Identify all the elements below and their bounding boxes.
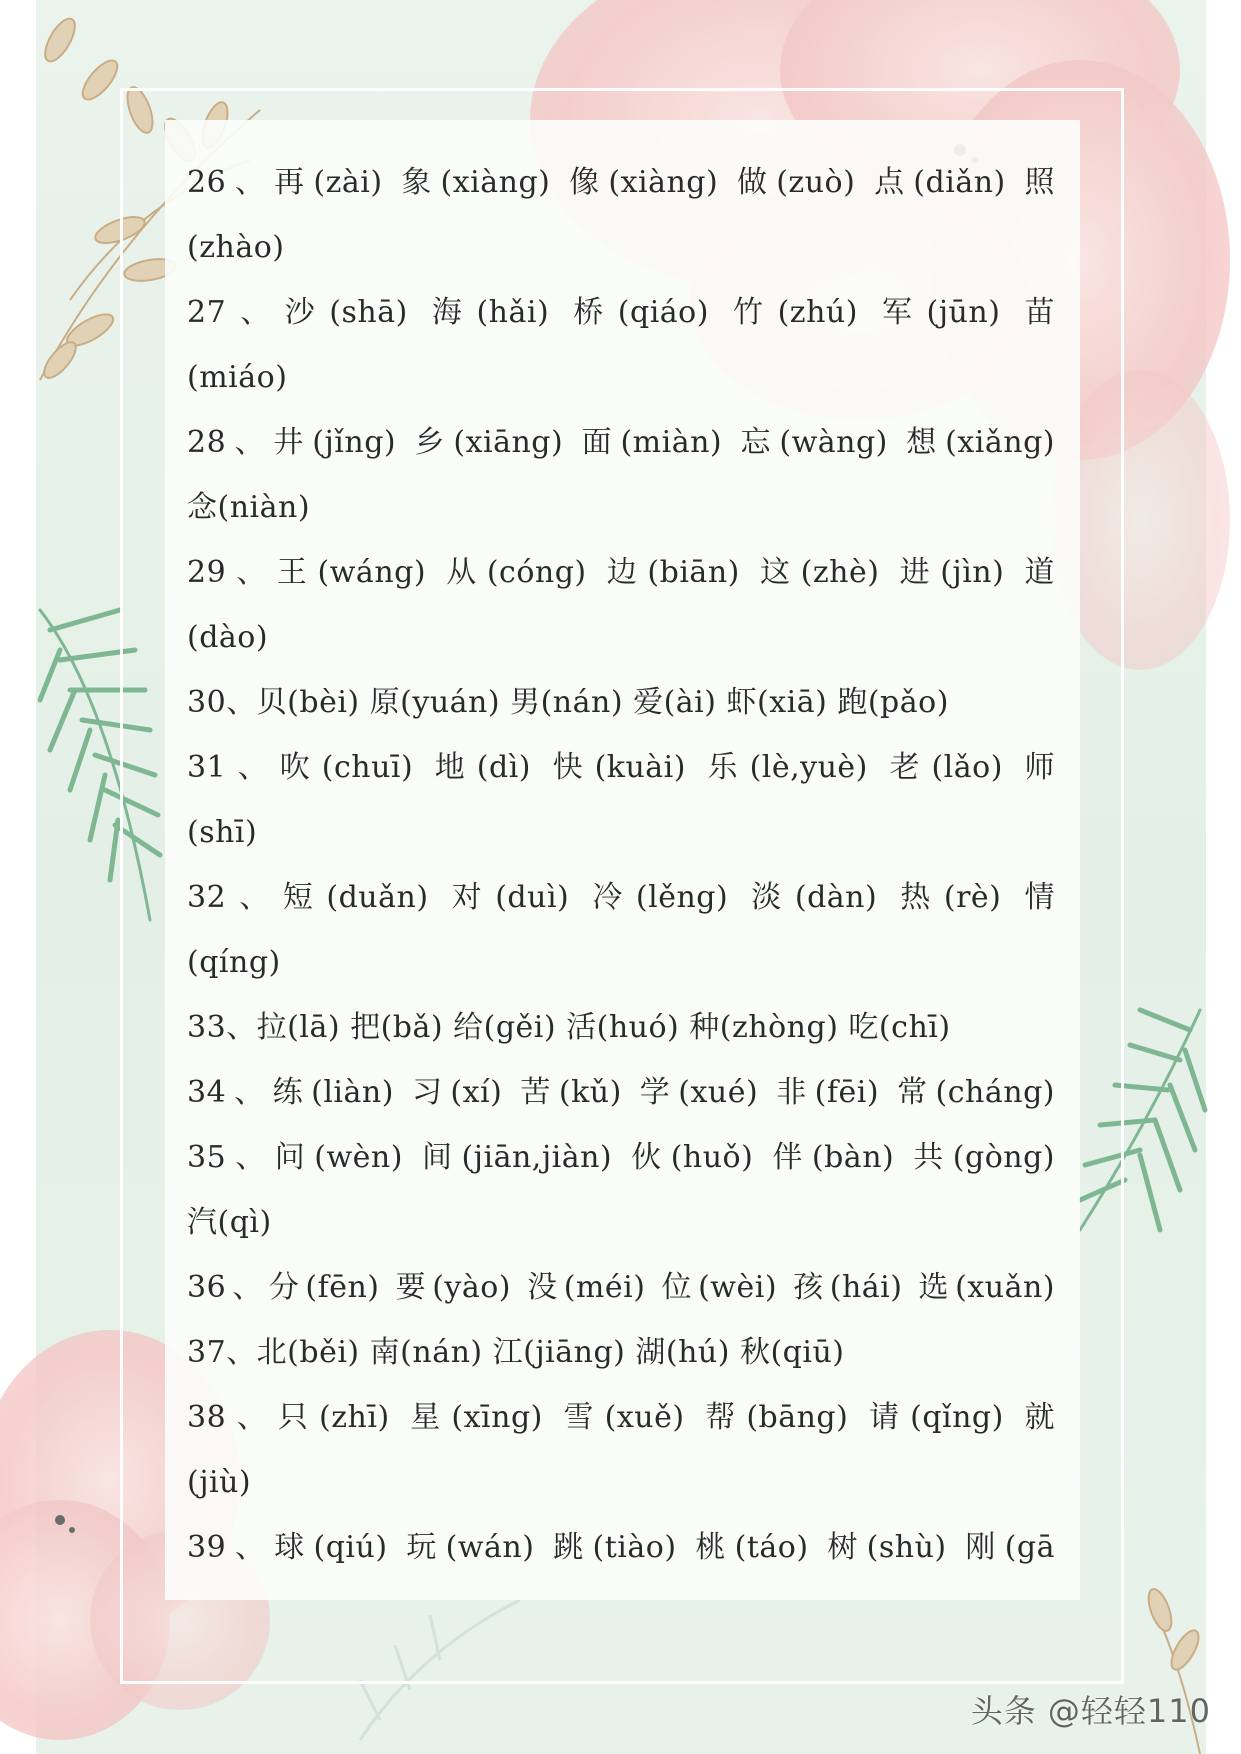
vocab-line: 35、问(wèn) 间(jiān,jiàn) 伙(huǒ) 伴(bàn) 共(gòng) <box>187 1140 1055 1175</box>
vocab-line: 31、吹(chuī) 地(dì) 快(kuài) 乐(lè,yuè) 老(lǎo) 师 <box>187 750 1055 785</box>
vocab-line: 29、王(wáng) 从(cóng) 边(biān) 这(zhè) 进(jìn) 道 <box>187 555 1055 590</box>
vocab-line: 汽(qì) <box>187 1205 272 1240</box>
vocab-line: 33、拉(lā) 把(bǎ) 给(gěi) 活(huó) 种(zhòng) 吃(chī) <box>187 1010 951 1045</box>
vocab-line: (jiù) <box>187 1465 252 1500</box>
vocab-line: (dào) <box>187 620 269 655</box>
vocab-line: (zhào) <box>187 230 285 265</box>
vocab-line: 念(niàn) <box>187 490 311 525</box>
vocab-line: (miáo) <box>187 360 288 395</box>
watermark: 头条 @轻轻110 <box>970 1692 1211 1730</box>
vocab-line: (qíng) <box>187 945 281 980</box>
vocab-line: 32、短(duǎn) 对(duì) 冷(lěng) 淡(dàn) 热(rè) 情 <box>187 880 1055 915</box>
vocab-line: (shī) <box>187 815 258 850</box>
vocab-line: 38、只(zhī) 星(xīng) 雪(xuě) 帮(bāng) 请(qǐng) 就 <box>187 1400 1055 1435</box>
vocab-line: 26、再(zài) 象(xiàng) 像(xiàng) 做(zuò) 点(diǎn) 照 <box>187 165 1055 200</box>
vocab-line: 27、沙(shā) 海(hǎi) 桥(qiáo) 竹(zhú) 军(jūn) 苗 <box>187 295 1055 330</box>
vocab-line: 28、井(jǐng) 乡(xiāng) 面(miàn) 忘(wàng) 想(xiǎng) <box>187 425 1055 460</box>
vocabulary-list <box>187 150 1055 1580</box>
vocab-line: 34、练(liàn) 习(xí) 苦(kǔ) 学(xué) 非(fēi) 常(cháng) <box>187 1075 1055 1110</box>
vocab-line: 36、分(fēn) 要(yào) 没(méi) 位(wèi) 孩(hái) 选(xuǎn) <box>187 1270 1055 1305</box>
vocab-line: 30、贝(bèi) 原(yuán) 男(nán) 爱(ài) 虾(xiā) 跑(pǎo) <box>187 685 949 720</box>
vocab-line: 37、北(běi) 南(nán) 江(jiāng) 湖(hú) 秋(qiū) <box>187 1335 845 1370</box>
vocab-line: 39、球(qiú) 玩(wán) 跳(tiào) 桃(táo) 树(shù) 刚(gā <box>187 1530 1055 1565</box>
